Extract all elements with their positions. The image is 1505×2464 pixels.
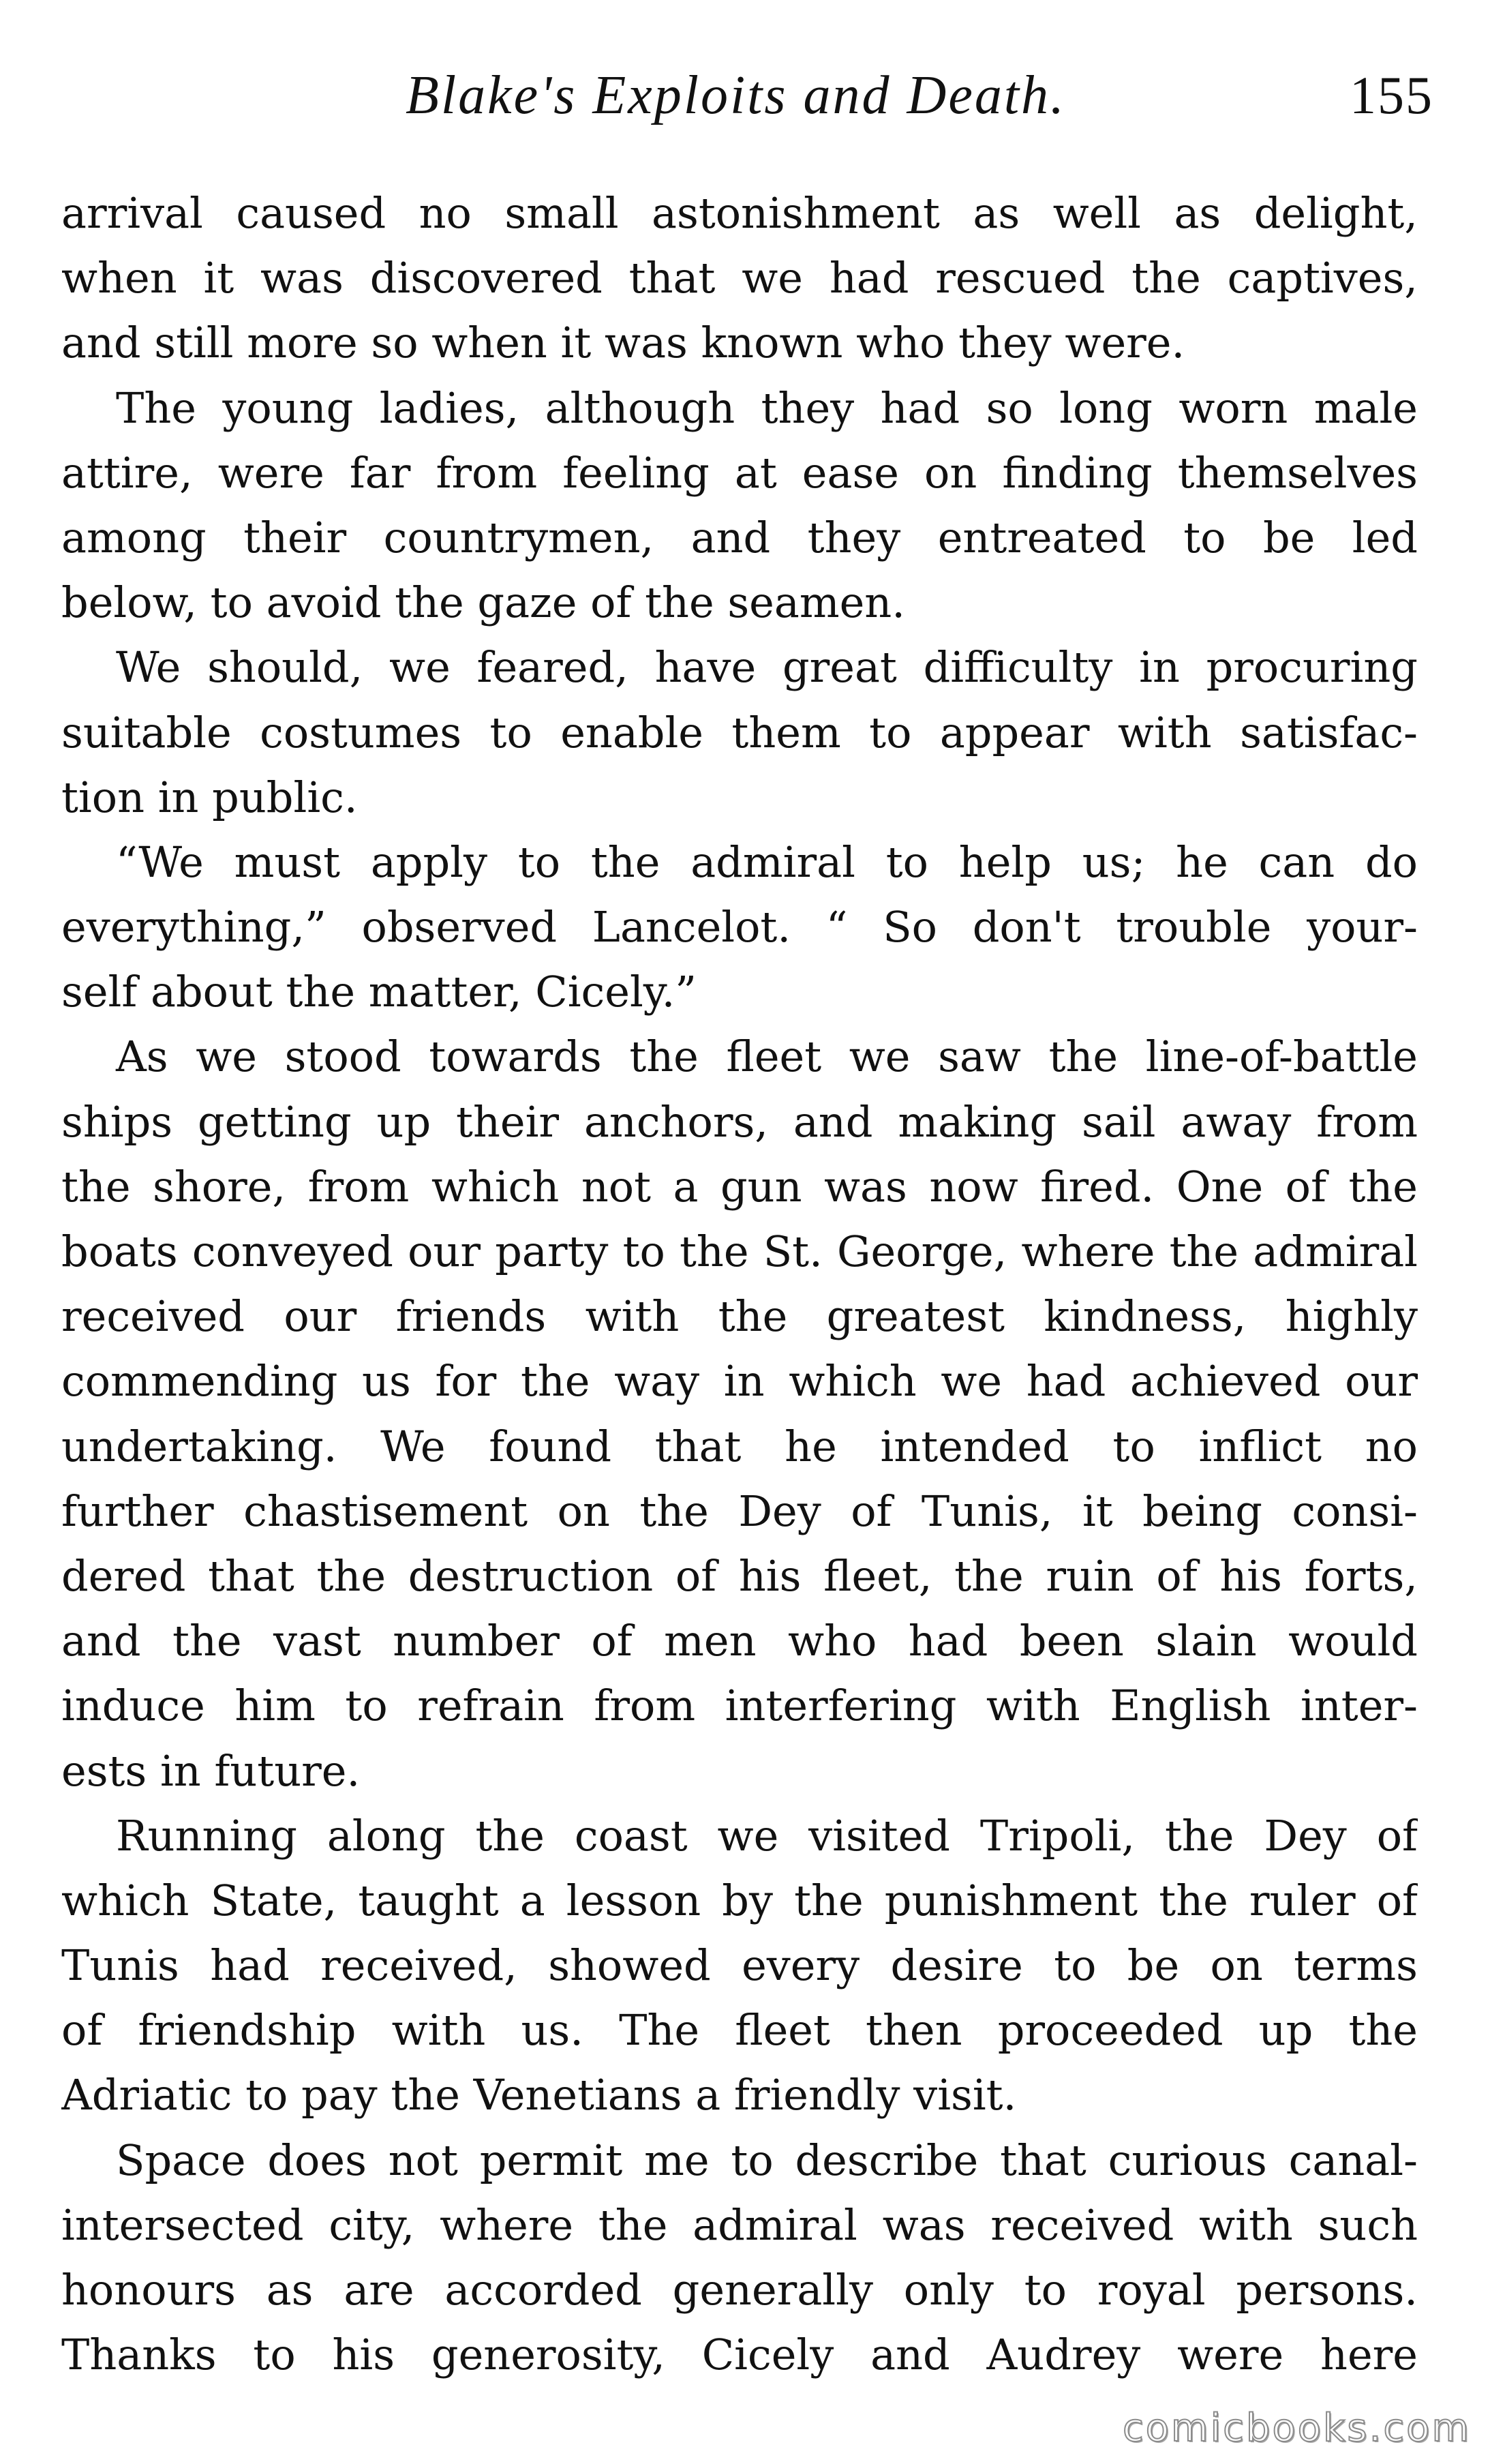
running-header (0, 55, 1505, 150)
text-line: further chastisement on the Dey of Tunis, it being consi- (61, 1486, 1418, 1536)
text-line: and the vast number of men who had been slain would (61, 1616, 1418, 1666)
text-line: “We must apply to the admiral to help us; he can do (116, 837, 1418, 887)
watermark: comicbooks.com (1122, 2406, 1471, 2450)
text-line: suitable costumes to enable them to appear with satisfac- (61, 707, 1418, 757)
body-text (61, 181, 1418, 2387)
text-line: of friendship with us. The fleet then proceeded up the (61, 2005, 1418, 2056)
text-line: Tunis had received, showed every desire to be on terms (61, 1940, 1418, 1991)
text-line: induce him to refrain from interfering with English inter- (61, 1681, 1418, 1731)
text-line: commending us for the way in which we had achieved our (61, 1356, 1418, 1407)
text-line: which State, taught a lesson by the punishment the ruler of (61, 1875, 1418, 1925)
text-line: ests in future. (61, 1745, 361, 1796)
text-line: boats conveyed our party to the St. George, where the admiral (61, 1227, 1418, 1276)
text-line: honours as are accorded generally only to royal persons. (61, 2265, 1418, 2315)
text-line: received our friends with the greatest kindness, highly (61, 1291, 1418, 1342)
page-number: 155 (1350, 65, 1433, 125)
text-line: ships getting up their anchors, and making sail away from (61, 1096, 1418, 1147)
text-line: Thanks to his generosity, Cicely and Audrey were here (61, 2330, 1418, 2380)
text-line: The young ladies, although they had so long worn male (116, 382, 1418, 433)
running-title: Blake's Exploits and Death. (406, 65, 1067, 125)
text-line: Adriatic to pay the Venetians a friendly visit. (61, 2070, 1017, 2120)
text-line: undertaking. We found that he intended to inflict no (61, 1421, 1418, 1471)
text-line: among their countrymen, and they entreated to be led (61, 512, 1418, 562)
text-line: Running along the coast we visited Tripoli, the Dey of (116, 1810, 1418, 1861)
text-line: dered that the destruction of his fleet, the ruin of his forts, (61, 1550, 1418, 1601)
text-line: self about the matter, Cicely.” (61, 967, 697, 1017)
text-line: intersected city, where the admiral was received with such (61, 2199, 1418, 2250)
text-line: the shore, from which not a gun was now fired. One of the (61, 1161, 1418, 1212)
text-line: As we stood towards the fleet we saw the line-of-battle (116, 1032, 1418, 1082)
text-line: arrival caused no small astonishment as well as delight, (61, 188, 1418, 238)
text-line: Space does not permit me to describe that curious canal- (116, 2135, 1418, 2185)
text-line: below, to avoid the gaze of the seamen. (61, 577, 905, 628)
text-line: and still more so when it was known who they were. (61, 318, 1185, 368)
text-line: attire, were far from feeling at ease on finding themselves (61, 447, 1418, 498)
text-line: when it was discovered that we had rescued the captives, (61, 253, 1418, 303)
text-line: We should, we feared, have great difficulty in procuring (116, 642, 1418, 693)
text-line: tion in public. (61, 772, 358, 822)
text-line: everything,” observed Lancelot. “ So don't trouble your- (61, 902, 1418, 952)
